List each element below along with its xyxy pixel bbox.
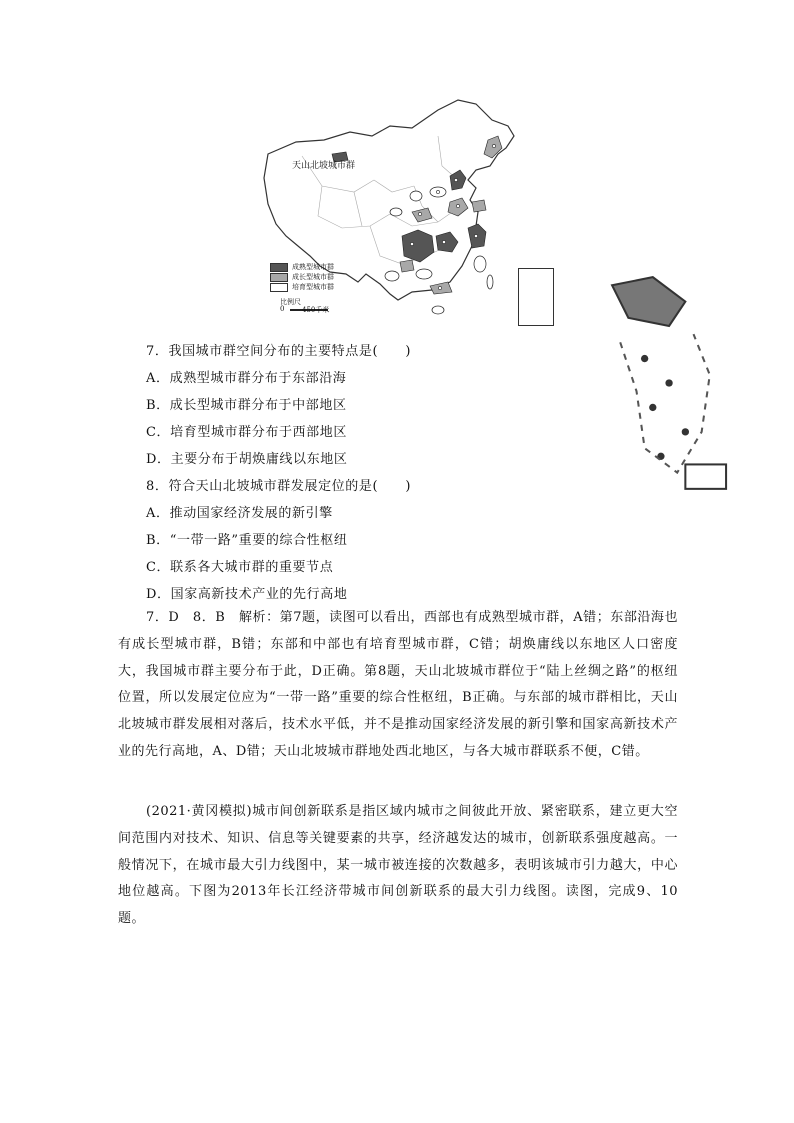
nurturing-cluster-ningxia [410,191,422,201]
question-8-option-a: A．推动国家经济发展的新引擎 [146,506,333,521]
nurturing-cluster-haixi [474,256,486,272]
question-7-option-b: B．成长型城市群分布于中部地区 [146,398,347,413]
legend-swatch-nurturing [270,283,288,292]
legend-item-growing [270,272,334,282]
legend-item-mature [270,262,334,272]
growing-cluster-shandong [472,200,486,212]
legend-label-mature: 成熟型城市群 [292,263,334,271]
legend-item-nurturing [270,282,334,292]
legend-swatch-mature [270,263,288,272]
scale-title: 比例尺 [280,298,301,306]
hainan-island [432,306,444,314]
question-8-option-c: C．联系各大城市群的重要节点 [146,560,334,575]
question-8-option-b: B．“一带一路”重要的综合性枢纽 [146,533,348,548]
question-7-option-c: C．培育型城市群分布于西部地区 [146,425,347,440]
china-city-cluster-map [262,96,554,324]
taiwan-island [487,275,493,289]
legend-label-growing: 成长型城市群 [292,273,334,281]
map-label-tianshan: 天山北坡城市群 [292,161,356,171]
legend-swatch-growing [270,273,288,282]
question-8-option-d: D．国家高新技术产业的先行高地 [146,587,348,602]
inset-graphic [519,269,794,497]
question-9-10-intro: (2021·黄冈模拟)城市间创新联系是指区域内城市之间彼此开放、紧密联系，建立更大空间范围内对技术、知识、信息等关键要素的共享，经济越发达的城市，创新联系强度越高。一般情况下，在城市最大引力线图中，某一城市被连接的次数越多，表明该城市引力越大，中心地位越高。下图为2013年长江经济带城市间创新联系的最大引力线图。读图，完成9、10题。 [118,804,678,927]
south-china-sea-inset [518,268,554,326]
growing-cluster-west [400,260,414,272]
nurturing-cluster-yunnan [385,271,399,281]
scale-distance: 450千米 [302,306,330,314]
legend-label-nurturing: 培育型城市群 [292,283,334,291]
scale-zero: 0 [280,305,285,313]
question-7-option-d: D．主要分布于胡焕庸线以东地区 [146,452,348,467]
answer-explanation: 7．D 8．B 解析：第7题，读图可以看出，西部也有成熟型城市群，A错；东部沿海也有成长型城市群，B错；东部和中部也有培育型城市群，C错；胡焕庸线以东地区人口密度大，我国城市群主要分布于此，D正确。第8题，天山北坡城市群位于“陆上丝绸之路”的枢纽位置，所以发展定位应为“一带一路”重要的综合性枢纽，B正确。与东部的城市群相比，天山北坡城市群发展相对落后，技术水平低，并不是推动国家经济发展的新引擎和国家高新技术产业的先行高地，A、D错；天山北坡城市群地处西北地区，与各大城市群联系不便，C错。 [118,610,678,759]
question-7-option-a: A．成熟型城市群分布于东部沿海 [146,371,347,386]
nurturing-cluster-guizhou [416,269,432,279]
question-7-stem: 7．我国城市群空间分布的主要特点是( ) [146,344,412,359]
question-8-stem: 8．符合天山北坡城市群发展定位的是( ) [146,479,412,494]
map-legend [270,262,334,292]
nurturing-cluster-lanzhou [390,208,402,216]
